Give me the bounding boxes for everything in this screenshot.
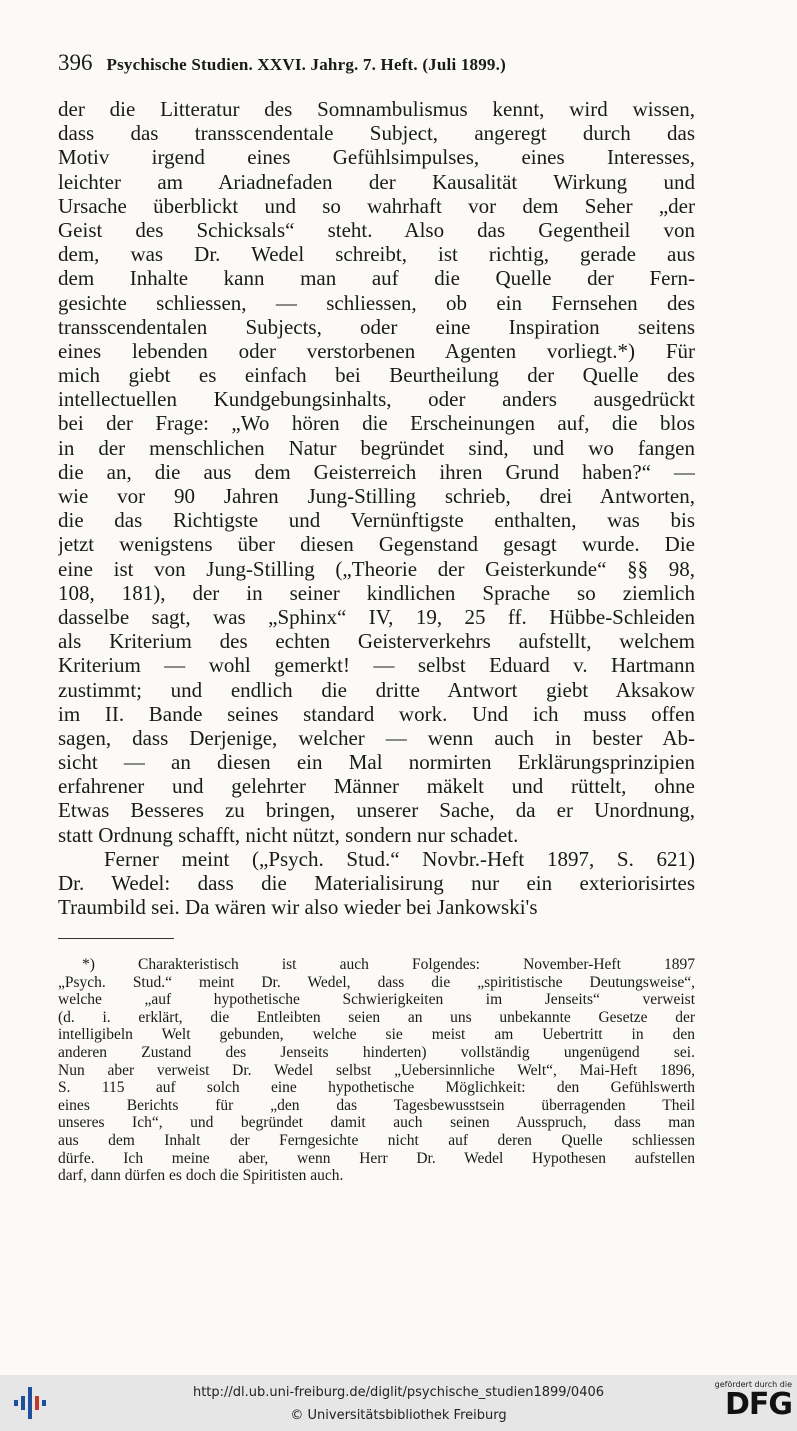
text-line: S. 115 auf solch eine hypothetische Möglichkeit: den Gefühlswerth [58, 1079, 695, 1097]
text-line: dürfe. Ich meine aber, wenn Herr Dr. Wedel Hypothesen aufstellen [58, 1149, 695, 1167]
text-line: intellectuellen Kundgebungsinhalts, oder anders ausgedrückt [58, 387, 695, 412]
text-line: eines lebenden oder verstorbenen Agenten vorliegt.*) Für [58, 338, 695, 363]
text-line: die das Richtigste und Vernünftigste enthalten, was bis [58, 508, 695, 533]
page-number: 396 [58, 50, 93, 75]
text-line: dem Inhalte kann man auf die Quelle der Fern- [58, 266, 695, 291]
text-line: welche „auf hypothetische Schwierigkeiten im Jenseits“ verweist [58, 991, 695, 1009]
text-line: leichter am Ariadnefaden der Kausalität Wirkung und [58, 169, 695, 194]
text-line: *) Charakteristisch ist auch Folgendes: November-Heft 1897 [82, 956, 695, 973]
text-line: statt Ordnung schafft, nicht nützt, sondern nur schadet. [58, 822, 519, 847]
text-line: dem, was Dr. Wedel schreibt, ist richtig, gerade aus [58, 242, 695, 267]
dfg-logo-icon [702, 1380, 792, 1428]
text-line: unseres Ich“, und begründet damit auch seinen Ausspruch, dass man [58, 1114, 695, 1132]
text-line: Dr. Wedel: dass die Materialisirung nur ein exteriorisirtes [58, 871, 695, 895]
text-line: wie vor 90 Jahren Jung-Stilling schrieb, drei Antworten, [58, 484, 695, 508]
text-line: darf, dann dürfen es doch die Spiritisten auch. [58, 1167, 344, 1185]
text-line: jetzt wenigstens über diesen Gegenstand gesagt wurde. Die [58, 532, 695, 557]
text-line: „Psych. Stud.“ meint Dr. Wedel, dass die „spiritistische Deutungsweise“, [58, 973, 695, 991]
text-line: sagen, dass Derjenige, welcher — wenn auch in bester Ab- [58, 725, 695, 750]
dfg-logo-text: DFG [724, 1387, 792, 1422]
text-line: transscendentalen Subjects, oder eine Inspiration seitens [58, 314, 695, 339]
copyright-notice: © Universitätsbibliothek Freiburg [290, 1408, 507, 1423]
text-line: Nun aber verweist Dr. Wedel selbst „Uebersinnliche Welt“, Mai-Heft 1896, [58, 1061, 695, 1079]
text-line: Geist des Schicksals“ steht. Also das Gegentheil von [58, 217, 695, 242]
text-line: anderen Zustand des Jenseits hinderten) vollständig ungenügend sei. [58, 1043, 695, 1061]
text-line: sicht — an diesen ein Mal normirten Erklärungsprinzipien [58, 750, 695, 775]
text-line: der die Litteratur des Somnambulismus kennt, wird wissen, [58, 97, 695, 121]
text-line: zustimmt; und endlich die dritte Antwort giebt Aksakow [58, 677, 695, 702]
text-line: in der menschlichen Natur begründet sind, und wo fangen [58, 435, 695, 460]
text-line: Etwas Besseres zu bringen, unserer Sache, da er Unordnung, [58, 798, 695, 823]
text-line: als Kriterium des echten Geisterverkehrs aufstellt, welchem [58, 629, 695, 654]
text-line: Ursache überblickt und so wahrhaft vor dem Seher „der [58, 193, 695, 218]
text-line: intelligibeln Welt gebunden, welche sie meist am Uebertritt in den [58, 1026, 695, 1044]
document-url[interactable]: http://dl.ub.uni-freiburg.de/diglit/psychische_studien1899/0406 [192, 1385, 605, 1400]
text-line: gesichte schliessen, — schliessen, ob ein Fernsehen des [58, 290, 695, 315]
footnote-rule [58, 938, 174, 939]
text-line: 108, 181), der in seiner kindlichen Sprache so ziemlich [58, 580, 695, 605]
text-line: im II. Bande seines standard work. Und ich muss offen [58, 701, 695, 726]
text-line: dass das transscendentale Subject, angeregt durch das [58, 121, 695, 146]
text-line: Motiv irgend eines Gefühlsimpulses, eines Interesses, [58, 145, 695, 170]
text-line: aus dem Inhalt der Ferngesichte nicht auf deren Quelle schliessen [58, 1131, 695, 1149]
dfg-caption: gefördert durch die [714, 1380, 792, 1389]
text-line: Kriterium — wohl gemerkt! — selbst Eduard v. Hartmann [58, 653, 695, 678]
text-line: (d. i. erklärt, die Entleibten seien an uns unbekannte Gesetze der [58, 1008, 695, 1026]
text-line: die an, die aus dem Geisterreich ihren Grund haben?“ — [58, 459, 695, 484]
text-line: bei der Frage: „Wo hören die Erscheinungen auf, die blos [58, 411, 695, 436]
footnote [58, 956, 695, 1185]
running-title: Psychische Studien. XXVI. Jahrg. 7. Heft. (Juli 1899.) [106, 55, 506, 74]
text-line: eine ist von Jung-Stilling („Theorie der Geisterkunde“ §§ 98, [58, 556, 695, 581]
text-line: eines Berichts für „den das Tagesbewusstsein überragenden Theil [58, 1096, 695, 1114]
text-line: erfahrener und gelehrter Männer mäkelt und rüttelt, ohne [58, 774, 695, 799]
page-header [58, 50, 708, 80]
body-text [58, 97, 695, 919]
text-line: dasselbe sagt, was „Sphinx“ IV, 19, 25 ff. Hübbe-Schleiden [58, 604, 695, 629]
viewer-footer [0, 1375, 797, 1431]
text-line: mich giebt es einfach bei Beurtheilung der Quelle des [58, 363, 695, 388]
text-line: Traumbild sei. Da wären wir also wieder bei Jankowski's [58, 895, 538, 920]
text-line: Ferner meint („Psych. Stud.“ Novbr.-Heft 1897, S. 621) [104, 846, 695, 871]
